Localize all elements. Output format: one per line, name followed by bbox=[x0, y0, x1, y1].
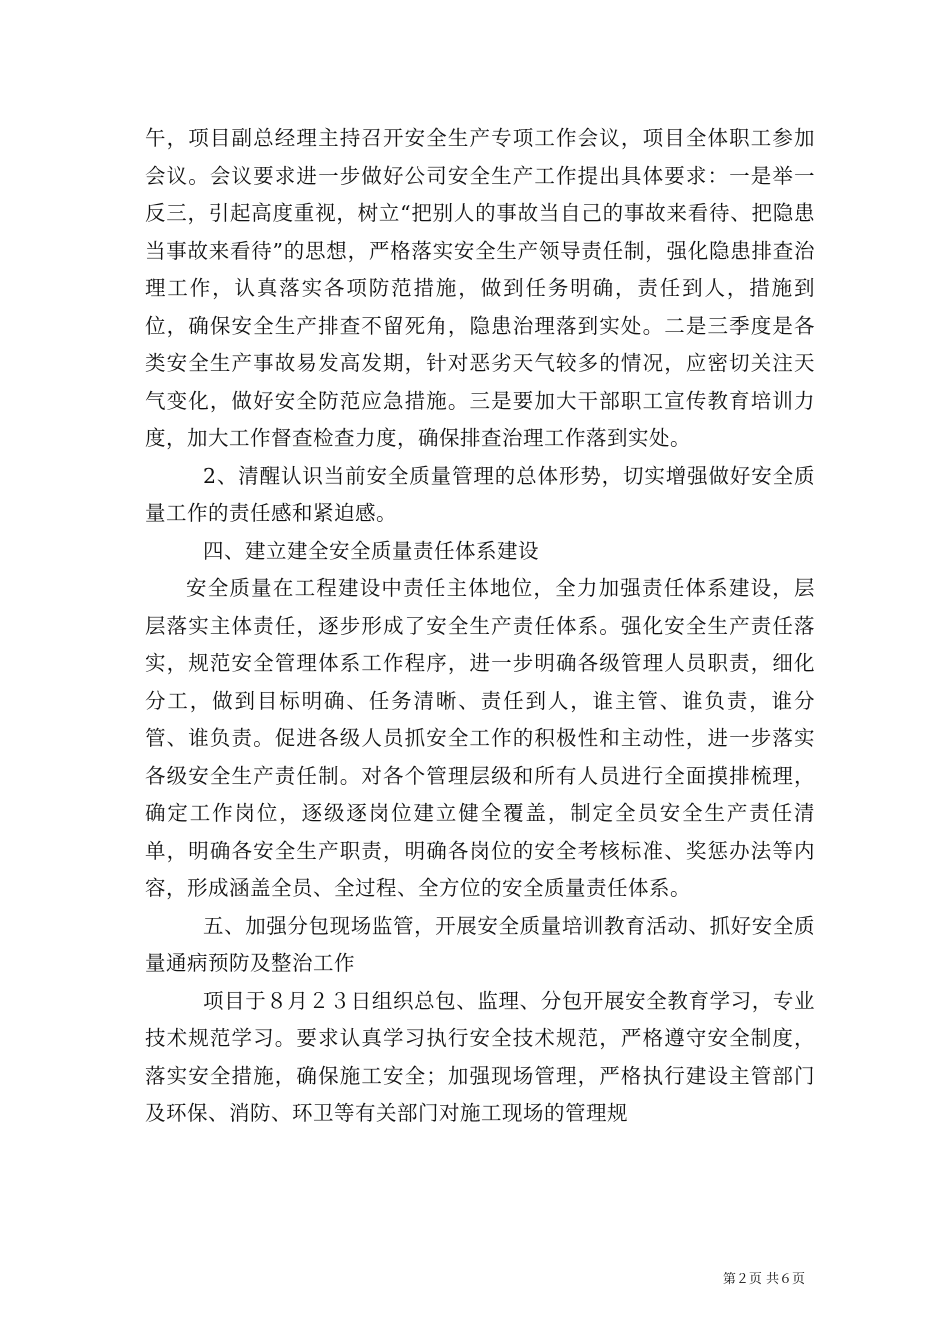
page-number: 第２页 共６页 bbox=[722, 1272, 805, 1287]
paragraph-meeting-requirements: 午，项目副总经理主持召开安全生产专项工作会议，项目全体职工参加会议。会议要求进一步做好公司安全生产工作提出具体要求：一是举一反三，引起高度重视，树立“把别人的事故当自己的事故来看待、把隐患当事故来看待”的思想，严格落实安全生产领导责任制，强化隐患排查治理工作，认真落实各项防范措施，做到任务明确，责任到人，措施到位，确保安全生产排查不留死角，隐患治理落到实处。二是三季度是各类安全生产事故易发高发期，针对恶劣天气较多的情况，应密切关注天气变化，做好安全防范应急措施。三是要加大干部职工宣传教育培训力度，加大工作督查检查力度，确保排查治理工作落到实处。 bbox=[145, 126, 815, 450]
paragraph-item-2: 2、清醒认识当前安全质量管理的总体形势，切实增强做好安全质量工作的责任感和紧迫感。 bbox=[145, 463, 815, 525]
document-body bbox=[145, 120, 815, 1133]
paragraph-responsibility-system: 安全质量在工程建设中责任主体地位，全力加强责任体系建设，层层落实主体责任，逐步形成了安全生产责任体系。强化安全生产责任落实，规范安全管理体系工作程序，进一步明确各级管理人员职责，细化分工，做到目标明确、任务清晰、责任到人，谁主管、谁负责，谁分管、谁负责。促进各级人员抓安全工作的积极性和主动性，进一步落实各级安全生产责任制。对各个管理层级和所有人员进行全面摸排梳理，确定工作岗位，逐级逐岗位建立健全覆盖，制定全员安全生产责任清单，明确各安全生产职责，明确各岗位的安全考核标准、奖惩办法等内容，形成涵盖全员、全过程、全方位的安全质量责任体系。 bbox=[145, 576, 815, 900]
paragraph-training: 项目于８月２３日组织总包、监理、分包开展安全教育学习，专业技术规范学习。要求认真学习执行安全技术规范，严格遵守安全制度，落实安全措施，确保施工安全；加强现场管理，严格执行建设主管部门及环保、消防、环卫等有关部门对施工现场的管理规 bbox=[145, 988, 815, 1125]
section-heading-5: 五、加强分包现场监管，开展安全质量培训教育活动、抓好安全质量通病预防及整治工作 bbox=[145, 913, 815, 975]
section-heading-4: 四、建立建全安全质量责任体系建设 bbox=[203, 538, 539, 563]
